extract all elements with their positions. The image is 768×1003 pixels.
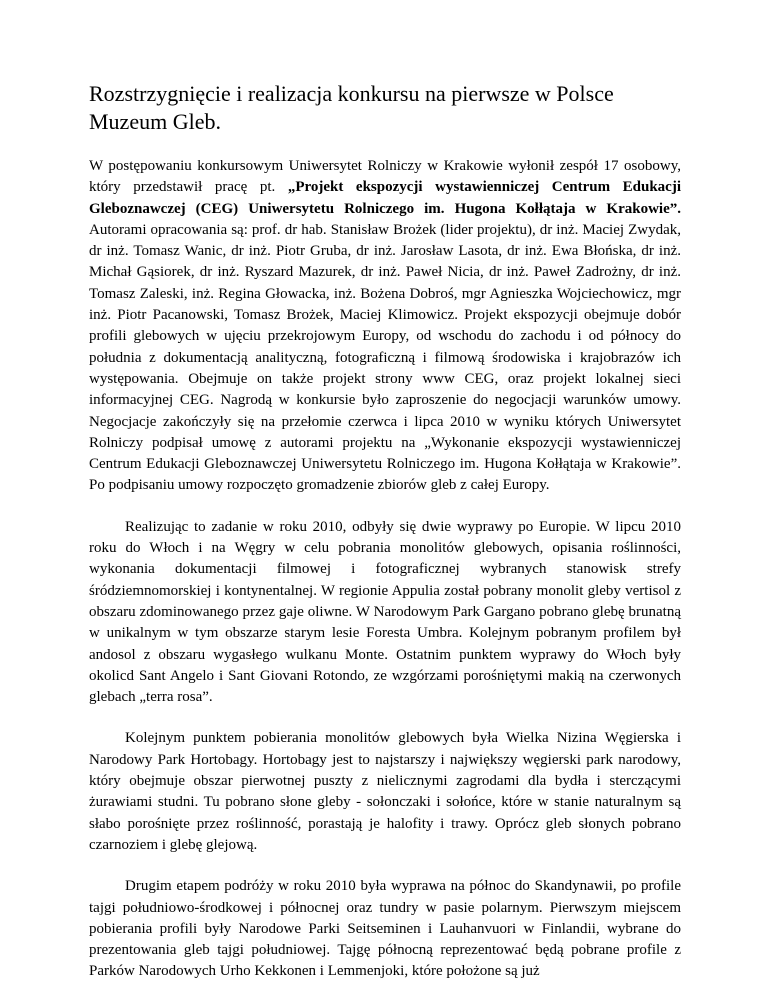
- paragraph-4: Drugim etapem podróży w roku 2010 była wyprawa na północ do Skandynawii, po profile tajgi południowo-środkowej i północnej oraz tundry w pasie polarnym. Pierwszym miejscem pobierania profili były Narodowe Parki Seitseminen i Lauhanvuori w Finlandii, wybrane do prezentowania gleb tajgi południowej. Tajgę północną reprezentować będą pobrane profile z Parków Narodowych Urho Kekkonen i Lemmenjoki, które położone są już: [89, 878, 681, 980]
- paragraph-1-intro: W postępowaniu konkursowym Uniwersytet Rolniczy w Krakowie wyłonił zespół 17 osobowy, który przedstawił pracę pt.: [89, 158, 681, 196]
- paragraph-1-body: Autorami opracowania są: prof. dr hab. Stanisław Brożek (lider projektu), dr inż. Maciej Zwydak, dr inż. Tomasz Wanic, dr inż. Piotr Gruba, dr inż. Jarosław Lasota, dr inż. Ewa Błońska, dr inż. Michał Gąsiorek, dr inż. Ryszard Mazurek, dr inż. Paweł Nicia, dr inż. Paweł Zadrożny, dr inż. Tomasz Zaleski, inż. Regina Głowacka, inż. Bożena Dobroś, mgr Agnieszka Wojciechowicz, mgr inż. Piotr Pacanowski, Tomasz Brożek, Maciej Klimowicz. Projekt ekspozycji obejmuje dobór profili glebowych w ujęciu przekrojowym Europy, od wschodu do zachodu i od północy do południa z dokumentacją analityczną, fotograficzną i filmową środowiska i krajobrazów ich występowania. Obejmuje on także projekt strony www CEG, oraz projekt lokalnej sieci informacyjnej CEG. Nagrodą w konkursie było zaproszenie do negocjacji warunków umowy. Negocjacje zakończyły się na przełomie czerwca i lipca 2010 w wyniku których Uniwersytet Rolniczy podpisał umowę z autorami projektu na „Wykonanie ekspozycji wystawienniczej Centrum Edukacji Gleboznawczej Uniwersytetu Rolniczego im. Hugona Kołłątaja w Krakowie”. Po podpisaniu umowy rozpoczęto gromadzenie zbiorów gleb z całej Europy.: [89, 221, 681, 494]
- paragraph-2: Realizując to zadanie w roku 2010, odbyły się dwie wyprawy po Europie. W lipcu 2010 roku do Włoch i na Węgry w celu pobrania monolitów glebowych, opisania roślinności, wykonania dokumentacji filmowej i fotograficznej wybranych stanowisk strefy śródziemnomorskiej i kontynentalnej. W regionie Appulia został pobrany monolit gleby vertisol z obszaru zdominowanego przez gaje oliwne. W Narodowym Park Gargano pobrano glebę brunatną w unikalnym w tym obszarze starym lesie Foresta Umbra. Kolejnym pobranym profilem był andosol z obszaru wygasłego wulkanu Monte. Ostatnim punktem wyprawy do Włoch były okolicd Sant Angelo i Sant Giovani Rotondo, ze wzgórzami porośniętymi makią na czerwonych glebach „terra rosa”.: [89, 518, 681, 706]
- paragraph-1: [89, 156, 681, 497]
- paragraph-3: Kolejnym punktem pobierania monolitów glebowych była Wielka Nizina Węgierska i Narodowy Park Hortobagy. Hortobagy jest to najstarszy i największy węgierski park narodowy, który obejmuje obszar pierwotnej puszty z nielicznymi zagrodami dla bydła i sterczącymi żurawiami studni. Tu pobrano słone gleby - sołonczaki i sołońce, które w stanie naturalnym są słabo porośnięte przez roślinność, porastają je halofity i trawy. Oprócz gleb słonych pobrano czarnoziem i glebę glejową.: [89, 730, 681, 853]
- document-page: [89, 80, 681, 1003]
- project-title-bold: „Projekt ekspozycji wystawienniczej Centrum Edukacji Gleboznawczej (CEG) Uniwersytetu Rolniczego im. Hugona Kołłątaja w Krakowie”.: [89, 179, 681, 217]
- page-title: Rozstrzygnięcie i realizacja konkursu na pierwsze w Polsce Muzeum Gleb.: [89, 81, 614, 134]
